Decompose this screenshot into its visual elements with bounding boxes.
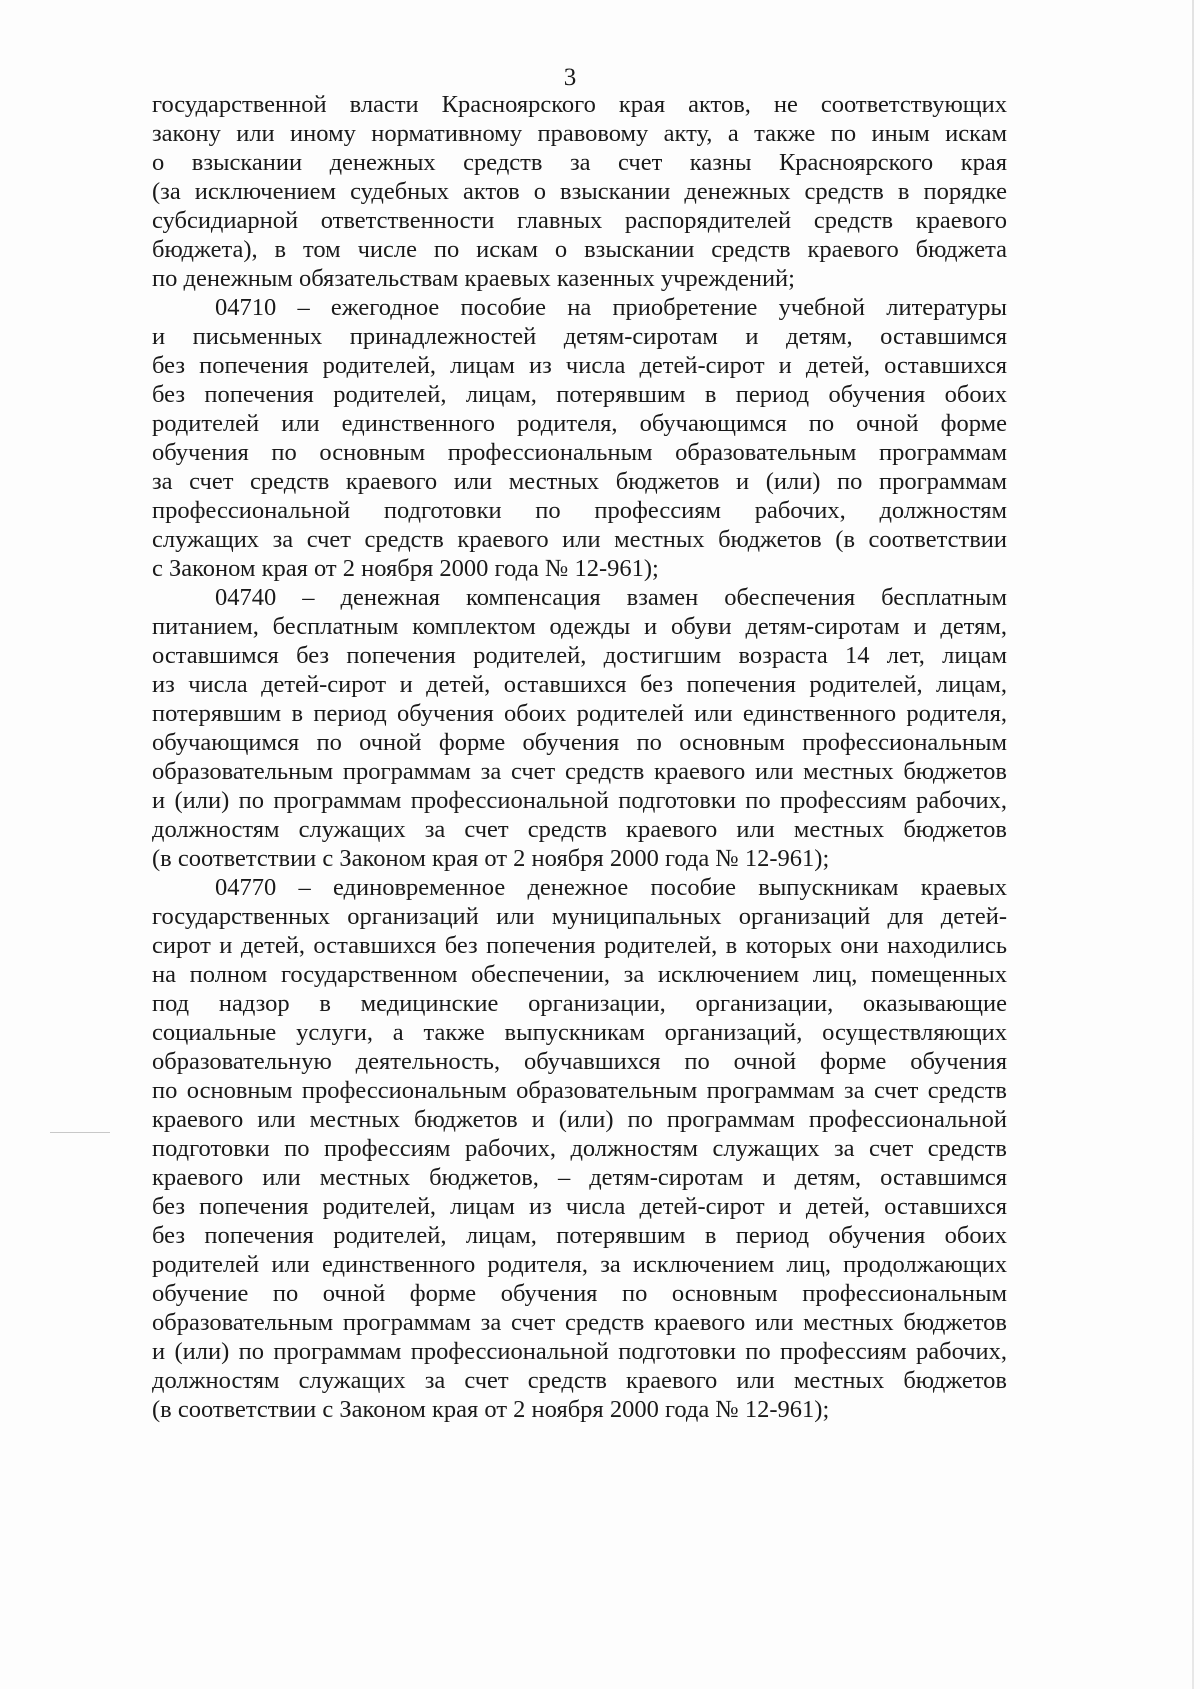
text-line: закону или иному нормативному правовому акту, а также по иным искам [152, 120, 1007, 147]
text-line: (за исключением судебных актов о взыскании денежных средств в порядке [152, 178, 1007, 205]
text-line: профессиональной подготовки по профессиям рабочих, должностям [152, 497, 1007, 524]
text-line: подготовки по профессиям рабочих, должностям служащих за счет средств [152, 1135, 1007, 1162]
text-line: образовательным программам за счет средств краевого или местных бюджетов [152, 1309, 1007, 1336]
paragraph-04740 [152, 583, 1007, 873]
text-line: государственной власти Красноярского края актов, не соответствующих [152, 91, 1007, 118]
text-line: по основным профессиональным образовательным программам за счет средств [152, 1077, 1007, 1104]
text-line: 04740 – денежная компенсация взамен обеспечения бесплатным [215, 584, 1007, 611]
scan-edge-mark [1192, 0, 1194, 1689]
text-line: и (или) по программам профессиональной подготовки по профессиям рабочих, [152, 787, 1007, 814]
text-line: за счет средств краевого или местных бюджетов и (или) по программам [152, 468, 1007, 495]
text-line: краевого или местных бюджетов, – детям-сиротам и детям, оставшимся [152, 1164, 1007, 1191]
text-line: без попечения родителей, лицам, потерявшим в период обучения обоих [152, 1222, 1007, 1249]
text-line: сирот и детей, оставшихся без попечения родителей, в которых они находились [152, 932, 1007, 959]
text-line: 04770 – единовременное денежное пособие выпускникам краевых [215, 874, 1007, 901]
text-line: краевого или местных бюджетов и (или) по программам профессиональной [152, 1106, 1007, 1133]
text-line: потерявшим в период обучения обоих родителей или единственного родителя, [152, 700, 1007, 727]
text-line: родителей или единственного родителя, обучающимся по очной форме [152, 410, 1007, 437]
text-line: из числа детей-сирот и детей, оставшихся без попечения родителей, лицам, [152, 671, 1007, 698]
text-line: питанием, бесплатным комплектом одежды и обуви детям-сиротам и детям, [152, 613, 1007, 640]
document-body [152, 90, 1007, 1424]
text-line: с Законом края от 2 ноября 2000 года № 12-961); [152, 555, 659, 582]
text-line: и письменных принадлежностей детям-сиротам и детям, оставшимся [152, 323, 1007, 350]
text-line: социальные услуги, а также выпускникам организаций, осуществляющих [152, 1019, 1007, 1046]
text-line: родителей или единственного родителя, за исключением лиц, продолжающих [152, 1251, 1007, 1278]
text-line: и (или) по программам профессиональной подготовки по профессиям рабочих, [152, 1338, 1007, 1365]
text-line: бюджета), в том числе по искам о взыскании средств краевого бюджета [152, 236, 1007, 263]
text-line: государственных организаций или муниципальных организаций для детей- [152, 903, 1007, 930]
text-line: без попечения родителей, лицам, потерявшим в период обучения обоих [152, 381, 1007, 408]
text-line: должностям служащих за счет средств краевого или местных бюджетов [152, 1367, 1007, 1394]
paragraph-04770 [152, 873, 1007, 1424]
text-line: обучение по очной форме обучения по основным профессиональным [152, 1280, 1007, 1307]
text-line: о взыскании денежных средств за счет казны Красноярского края [152, 149, 1007, 176]
text-line: без попечения родителей, лицам из числа детей-сирот и детей, оставшихся [152, 1193, 1007, 1220]
paragraph-continuation [152, 90, 1007, 293]
text-line: 04710 – ежегодное пособие на приобретение учебной литературы [215, 294, 1007, 321]
paragraph-04710 [152, 293, 1007, 583]
text-line: обучающимся по очной форме обучения по основным профессиональным [152, 729, 1007, 756]
text-line: под надзор в медицинские организации, организации, оказывающие [152, 990, 1007, 1017]
text-line: должностям служащих за счет средств краевого или местных бюджетов [152, 816, 1007, 843]
text-line: субсидиарной ответственности главных распорядителей средств краевого [152, 207, 1007, 234]
text-line: по денежным обязательствам краевых казенных учреждений; [152, 265, 795, 292]
text-line: на полном государственном обеспечении, за исключением лиц, помещенных [152, 961, 1007, 988]
text-line: образовательным программам за счет средств краевого или местных бюджетов [152, 758, 1007, 785]
page-number: 3 [563, 64, 577, 91]
text-line: (в соответствии с Законом края от 2 ноября 2000 года № 12-961); [152, 845, 830, 872]
text-line: служащих за счет средств краевого или местных бюджетов (в соответствии [152, 526, 1007, 553]
text-line: (в соответствии с Законом края от 2 ноября 2000 года № 12-961); [152, 1396, 830, 1423]
text-line: обучения по основным профессиональным образовательным программам [152, 439, 1007, 466]
scan-artifact [50, 1132, 110, 1133]
text-line: образовательную деятельность, обучавшихся по очной форме обучения [152, 1048, 1007, 1075]
text-line: оставшимся без попечения родителей, достигшим возраста 14 лет, лицам [152, 642, 1007, 669]
text-line: без попечения родителей, лицам из числа детей-сирот и детей, оставшихся [152, 352, 1007, 379]
